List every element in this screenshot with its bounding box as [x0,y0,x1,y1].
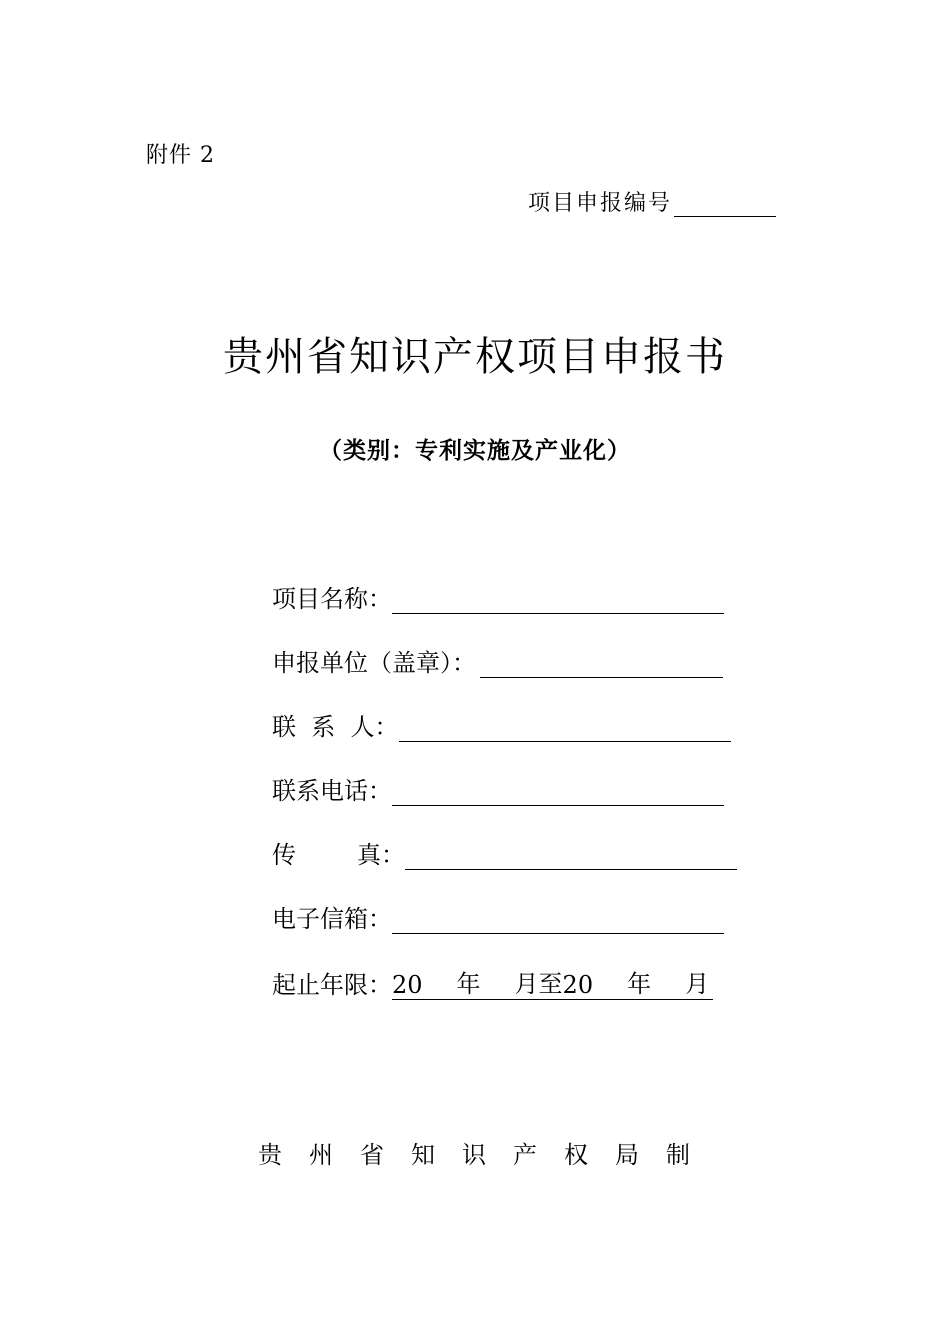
document-subtitle: （类别：专利实施及产业化） [319,438,631,464]
attachment-label: 附件 2 [146,143,215,168]
field-email [272,902,724,934]
footer-char: 权 [564,1141,588,1169]
project-name-label: 项目名称： [272,585,392,613]
footer-char: 贵 [258,1141,282,1169]
footer-char: 省 [360,1141,384,1169]
field-period [272,968,713,1000]
field-project-name [272,582,724,614]
start-month-unit: 月至 [514,970,563,998]
email-blank[interactable] [392,905,724,934]
issuer-footer [258,1135,717,1170]
applicant-unit-label: 申报单位（盖章）： [272,649,476,677]
document-title: 贵州省知识产权项目申报书 [223,334,727,380]
field-applicant-unit [272,646,723,678]
contact-person-label: 联 系 人： [272,713,399,741]
period-label: 起止年限： [272,971,392,999]
field-contact-phone [272,774,724,806]
end-year-prefix: 20 [562,971,594,999]
fax-label: 传 真： [272,841,406,869]
end-month-unit: 月 [685,970,710,998]
footer-char: 局 [615,1141,639,1169]
contact-phone-label: 联系电话： [272,777,392,805]
footer-char: 产 [513,1141,537,1169]
project-name-blank[interactable] [392,585,724,614]
email-label: 电子信箱： [272,905,392,933]
contact-phone-blank[interactable] [392,777,724,806]
contact-person-blank[interactable] [399,713,731,742]
period-blank[interactable] [392,964,713,1000]
applicant-unit-blank[interactable] [480,649,723,678]
fax-blank[interactable] [405,841,737,870]
footer-char: 识 [462,1141,486,1169]
field-contact-person [272,710,731,742]
end-year-unit: 年 [627,970,652,998]
project-number-blank[interactable] [674,192,776,217]
field-fax [272,838,737,870]
footer-char: 州 [309,1141,333,1169]
project-number-label: 项目申报编号 [528,191,673,216]
start-year-unit: 年 [456,970,481,998]
project-number-row [528,186,776,217]
footer-char: 知 [411,1141,435,1169]
start-year-prefix: 20 [392,971,423,999]
footer-char: 制 [666,1141,690,1169]
